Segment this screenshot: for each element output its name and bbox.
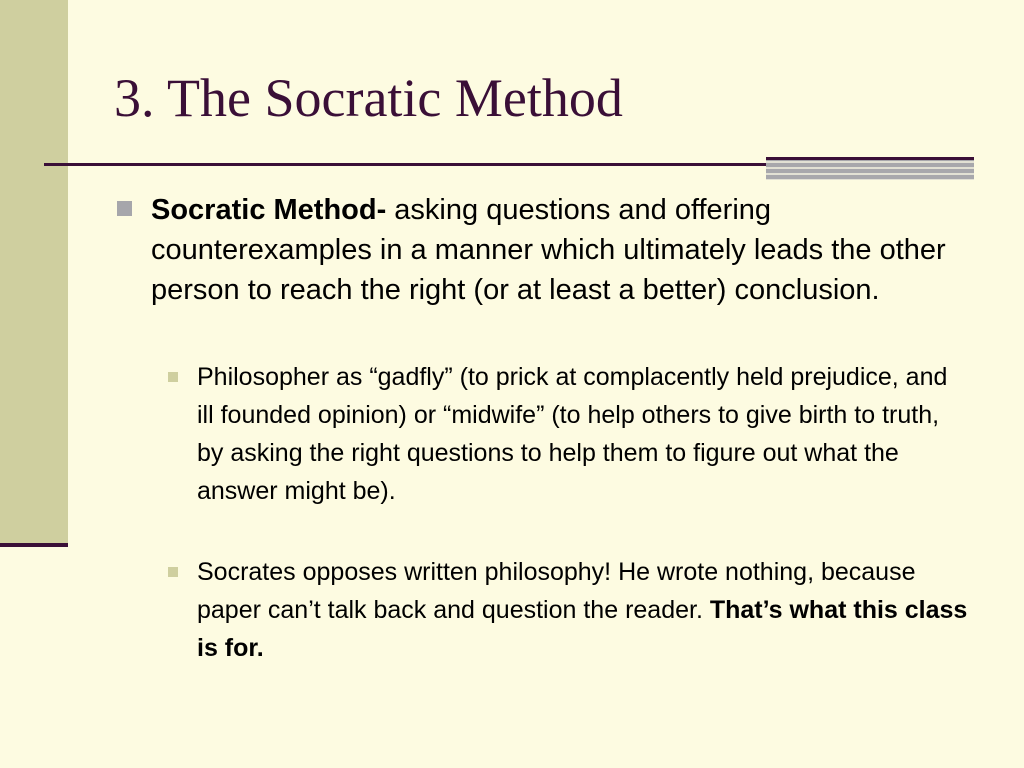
sub-bullet-text: Philosopher as “gadfly” (to prick at complacently held prejudice, and ill founded opinion) or “midwife” (to help others to give birth to truth, by asking the right questions to help them to figure out what the answer might be). (197, 363, 948, 505)
bullet-level2-text (197, 553, 968, 667)
slide-title: 3. The Socratic Method (114, 68, 623, 128)
bullet-level2-text (197, 358, 968, 510)
square-bullet-icon (168, 372, 178, 382)
sub-bullet-text: Socrates opposes written philosophy! He wrote nothing, because paper can’t talk back and question the reader. (197, 558, 916, 624)
bullet-term: Socratic Method- (151, 194, 387, 226)
square-bullet-icon (117, 201, 132, 216)
bullet-level1 (114, 190, 954, 310)
sub-bullet-emphasis: That’s what this class is for. (197, 596, 968, 662)
bullet-level2 (168, 553, 968, 667)
bullet-definition: asking questions and offering counterexamples in a manner which ultimately leads the other person to reach the right (or at least a better) conclusion. (151, 194, 946, 306)
bullet-level1-text (151, 190, 954, 310)
bullet-level2 (168, 358, 968, 510)
square-bullet-icon (168, 567, 178, 577)
